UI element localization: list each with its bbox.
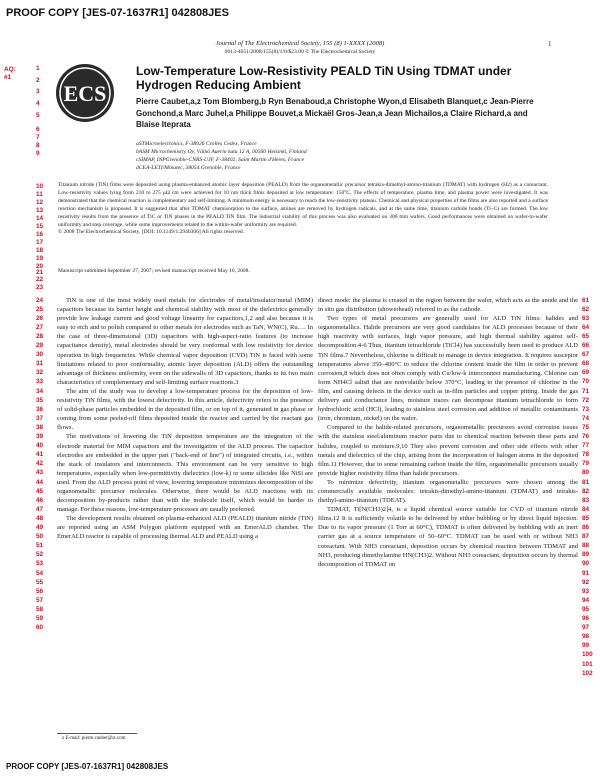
ecs-logo-text: ECS xyxy=(63,81,107,106)
line-number: 21 xyxy=(36,269,44,276)
line-number: 40 xyxy=(36,442,44,450)
line-number: 71 xyxy=(582,387,590,395)
line-number: 83 xyxy=(582,496,590,504)
line-number: 10 xyxy=(36,183,44,190)
page-number: 1 xyxy=(548,40,552,48)
line-number: 75 xyxy=(582,423,590,431)
line-number: 70 xyxy=(582,378,590,386)
line-number: 95 xyxy=(582,605,590,613)
line-number: 68 xyxy=(582,360,590,368)
line-number: 93 xyxy=(582,587,590,595)
line-number: 99 xyxy=(582,642,590,650)
footnote: z E-mail: pierre.caubet@st.com xyxy=(62,736,126,741)
line-number: 98 xyxy=(582,633,590,641)
abstract-text: Titanium nitride (TiN) films were deposited using plasma-enhanced atomic layer deposition (PEALD) from the organometallic precursor tetrakis-dimethyl-amino-titanium (TDMAT) with hydrogen (H2) as a coreactant. Low-resistivity values lying from 210 to 275 μΩ cm were achieved for 10 nm thick films deposited at low temperature: 150°C. The effects of temperature, plasma time, and plasma power were investigated. It was demonstrated that the chemical reaction is complementary and self-limiting. A minimum energy is necessary to reach the low-resistivity plateau. Chemical and physical properties of the films are also reported and a surface reaction mechanism is proposed. It is suggested that after TDMAT chemisorption to the surface, amines are removed by hydrogen radicals, and at the same time, titanium carbide bonds (Ti–C) are formed. The low resistivity results from the presence of TiC or TiN phases in the PEALD TiN film. The industrial viability of this process was also evaluated on 300 mm wafers. Good performances were obtained on wafer-to-wafer uniformity and step coverage, while some improvements related to the within-wafer uniformity are required. xyxy=(58,182,548,228)
line-number: 33 xyxy=(36,378,44,386)
line-number: 54 xyxy=(36,569,44,577)
author-query-marker[interactable]: AQ: #1 xyxy=(4,66,16,81)
body-paragraph: The development results obtained on plasma-enhanced ALD (PEALD) titanium nitride (TiN) are reported using an ASM Polygon platform equipped with an EmerALD chamber. The EmerALD reactor is capable of processing thermal ALD and PEALD using a xyxy=(57,515,313,541)
line-number: 20 xyxy=(36,263,44,270)
body-paragraph: Compared to the halide-related precursors, organometallic precursors avoid corrosion issues with the stainless steel/aluminum reactor parts due to chemical reaction between these parts and halides, coupled to moisture.9,10 They also prevent corrosion and other side effects with other metals and dielectrics of the chip, arising from the incorporation of halogen atoms in the deposited film.11 However, due to some remaining carbon inside the film, organometallic precursors usually provide higher resistivity films than halide precursors. xyxy=(318,424,578,477)
journal-citation xyxy=(0,40,600,56)
line-number: 74 xyxy=(582,414,590,422)
line-number: 13 xyxy=(36,207,44,214)
line-number: 91 xyxy=(582,569,590,577)
proof-header: PROOF COPY [JES-07-1637R1] 042808JES xyxy=(6,7,229,19)
line-number: 51 xyxy=(36,542,44,550)
line-number: 69 xyxy=(582,369,590,377)
line-number: 9 xyxy=(36,150,40,157)
line-number: 11 xyxy=(36,191,43,198)
journal-line: Journal of The Electrochemical Society, 155 (8) 1-XXXX (2008) xyxy=(215,40,385,47)
line-number: 85 xyxy=(582,514,590,522)
line-number: 34 xyxy=(36,387,44,395)
line-number: 39 xyxy=(36,433,44,440)
left-column xyxy=(57,296,313,542)
line-number: 100 xyxy=(582,651,593,659)
line-number: 89 xyxy=(582,551,590,559)
ecs-logo xyxy=(54,62,116,124)
doi-line: 0013-4651/2008/155(8)/1/0/$23.00 © The Electrochemical Society xyxy=(224,49,376,55)
line-number: 5 xyxy=(36,112,40,119)
line-number: 79 xyxy=(582,460,590,468)
line-number: 76 xyxy=(582,433,590,440)
line-number: 15 xyxy=(36,223,44,230)
line-number: 46 xyxy=(36,496,44,504)
line-number: 48 xyxy=(36,514,44,522)
line-number: 67 xyxy=(582,351,590,359)
line-number: 81 xyxy=(582,478,590,486)
line-number: 19 xyxy=(36,255,44,262)
line-number: 77 xyxy=(582,442,590,450)
line-number: 66 xyxy=(582,342,590,349)
line-number: 52 xyxy=(36,551,44,559)
line-number: 55 xyxy=(36,578,44,586)
line-number: 73 xyxy=(582,405,590,413)
line-number: 37 xyxy=(36,414,44,422)
line-number: 43 xyxy=(36,469,44,477)
line-number: 84 xyxy=(582,505,590,513)
line-number: 53 xyxy=(36,560,44,568)
line-number: 4 xyxy=(36,100,40,107)
line-number: 8 xyxy=(36,142,40,149)
line-number: 102 xyxy=(582,669,593,677)
line-number: 97 xyxy=(582,624,590,632)
line-number: 3 xyxy=(36,88,40,95)
line-number: 26 xyxy=(36,314,44,322)
line-number: 80 xyxy=(582,469,590,477)
footnote-rule xyxy=(57,733,137,734)
line-number: 63 xyxy=(582,314,590,322)
line-number: 61 xyxy=(582,296,590,304)
line-number: 57 xyxy=(36,596,44,604)
body-paragraph: TiN is one of the most widely used metals for electrodes of metal/insulator/metal (MIM) capacitors because its barrier height and chemical stability with most of the dielectrics generally provide low leakage current and good voltage linearity for capacitors,1,2 and also because it is easy to etch and to polish compared to other metals for electrodes such as TaN, WN(C), Ru…. In the case of three-dimensional (3D) capacitors with high-aspect-ratio features (to increase capacitance density), metal electrodes should be very conformal with low resistivity for device operation in high frequencies. While chemical vapor deposition (CVD) TiN is faced with some limitations related to poor conformality, atomic layer deposition (ALD) offers the outstanding advantage of thickness uniformity, even on the sidewalls of 3D capacitors, thanks to its two main characteristics of complementary and self-limiting surface reactions.3 xyxy=(57,297,313,386)
line-number: 17 xyxy=(36,239,44,246)
body-paragraph: Two types of metal precursors are generally used for ALD TiN films: halides and organometallics. Halide precursors are very good candidates for ALD processes because of their high reactivity with surfaces, high vapor pressure, and high thermal stability against self-decomposition.4-6 Thus, titanium tetrachloride (TiCl4) has successfully been used to produce ALD TiN films.7 Nevertheless, chlorine is difficult to manage in device integration. It requires susceptor temperatures above 350–400°C to reduce the chlorine content inside the film in order to prevent corrosion,8 which does not often comply with Cu/low-k interconnect manufacturing. Chlorine can form NH4Cl salts8 that are nonvolatile below 370°C, leading to the presence of chlorine in the film, and causing defects in the device such as in-film particles and copper pitting. Inside the gas delivery and conductance lines, moisture traces can decompose titanium tetrachloride to form hydrochloric acid (HCl), leading to stainless steel corrosion and addition of metallic contaminants (iron, chromium, nickel) on the wafer. xyxy=(318,315,578,423)
affiliation: cSIMAP, INPGrenoble-CNRS-UJF, F-38402, Saint Martin d'Hères, France xyxy=(136,157,305,163)
line-number: 1 xyxy=(36,65,40,72)
line-number: 28 xyxy=(36,332,44,340)
line-number: 88 xyxy=(582,542,590,550)
line-number: 14 xyxy=(36,215,44,222)
line-number: 2 xyxy=(36,77,40,84)
affiliation: aSTMicroelectronics, F-38926 Crolles Cedex, France xyxy=(136,141,257,147)
line-number: 86 xyxy=(582,524,590,531)
line-number: 50 xyxy=(36,533,44,541)
line-number: 32 xyxy=(36,369,44,377)
line-number: 29 xyxy=(36,342,44,349)
line-number: 36 xyxy=(36,405,44,413)
line-number: 59 xyxy=(36,615,44,622)
affiliation: bASM Microchemistry Oy, Väinö Auerin katu 12 A, 00560 Helsinki, Finland xyxy=(136,149,307,155)
line-number: 22 xyxy=(36,276,44,283)
line-number: 18 xyxy=(36,247,44,254)
body-paragraph: TDMAT, Ti[N(CH3)2]4, is a liquid chemical source suitable for CVD of titanium nitride films.12 It is sufficiently volatile to be delivered by either bubbling or by direct liquid injection. Due to its vapor pressure (1 Torr at 60°C), TDMAT is often delivered by bubbling with an inert carrier gas at a source temperature of 50–60°C. TDMAT can be used with or without NH3 coreactant. With NH3 coreactant, deposition occurs by chemical reaction between TDMAT and NH3, producing dimethylamine HN(CH3)2. Without NH3 coreactant, deposition occurs by thermal decomposition of TDMAT on xyxy=(318,506,578,568)
author-list: Pierre Caubet,a,z Tom Blomberg,b Ryn Benaboud,a Christophe Wyon,d Elisabeth Blanquet,c Jean-Pierre Gonchond,a Marc Juhel,a Philippe Bouvet,a Mickaël Gros-Jean,a Jean Michailos,a Claire Richard,a and Blaise Iteprata xyxy=(136,97,534,130)
proof-footer: PROOF COPY [JES-07-1637R1] 042808JES xyxy=(6,762,169,771)
copyright-line: © 2008 The Electrochemical Society. [DOI: 10.1149/1.2940306] All rights reserved. xyxy=(58,229,245,236)
line-number: 49 xyxy=(36,524,44,531)
line-number: 72 xyxy=(582,396,590,404)
line-number: 38 xyxy=(36,423,44,431)
line-number: 65 xyxy=(582,332,590,340)
line-number: 25 xyxy=(36,305,44,313)
line-number: 92 xyxy=(582,578,590,586)
line-number: 23 xyxy=(36,284,44,291)
line-number: 64 xyxy=(582,323,590,331)
line-number: 90 xyxy=(582,560,590,568)
line-number: 12 xyxy=(36,199,44,206)
line-number: 44 xyxy=(36,478,44,486)
line-number: 42 xyxy=(36,460,44,468)
line-number: 35 xyxy=(36,396,44,404)
line-number: 16 xyxy=(36,231,44,238)
abstract xyxy=(58,182,548,237)
line-number: 27 xyxy=(36,323,44,331)
line-number: 87 xyxy=(582,533,590,541)
line-number: 60 xyxy=(36,624,44,632)
body-paragraph: The aim of the study was to develop a low-temperature process for the deposition of low-resistivity TiN films, with the lowest defectivity. In this article, defectivity refers to the presence of solid-phase particles embedded in the deposited film, or on top of it, generated in gas phase or coming from some peeled-off films deposited inside the reactor and carried by the reactant gas flows. xyxy=(57,387,313,432)
body-paragraph: direct mode: the plasma is created in the region between the wafer, which acts as the anode and the in situ gas distribution (showerhead) referred to as the cathode. xyxy=(318,297,578,314)
line-number: 58 xyxy=(36,605,44,613)
line-number: 96 xyxy=(582,615,590,622)
line-number: 82 xyxy=(582,487,590,495)
line-number: 45 xyxy=(36,487,44,495)
right-column xyxy=(318,296,578,569)
line-number: 94 xyxy=(582,596,590,604)
body-paragraph: The motivations of lowering the TiN deposition temperature are the integration of the electrode material for MIM capacitors and the investigation of the ALD process. The capacitor electrodes are embedded in the upper part ("back-end of line") of integrated circuits, i.e., within the stack of insulators and interconnects. This environment can be very sensitive to high temperatures, especially when low-permittivity dielectrics (low-k) or some silicides like NiSi are used. From the ALD process point of view, lowering temperature minimizes decomposition of the organometallic precursor molecules. Otherwise, there would be ALD reactions with its decomposition by-products rather than with the molecule itself, which would be harder to manage. For these reasons, low-temperature processes are usually preferred. xyxy=(57,433,313,514)
line-number: 56 xyxy=(36,587,44,595)
line-number: 78 xyxy=(582,451,590,459)
line-number: 31 xyxy=(36,360,44,368)
body-paragraph: To minimize defectivity, titanium organometallic precursors were chosen among the commercially available molecules: tetrakis-dimethyl-amino-titanium (TDMAT) and tetrakis-diethyl-amino-titanium (TDEAT). xyxy=(318,478,578,505)
affiliations xyxy=(136,140,546,172)
paper-title: Low-Temperature Low-Resistivity PEALD TiN Using TDMAT under Hydrogen Reducing Ambient xyxy=(136,64,512,92)
affiliation: dCEA-LETI/Minatec, 38054 Grenoble, France xyxy=(136,165,241,171)
line-number: 101 xyxy=(582,660,593,668)
line-number: 24 xyxy=(36,296,44,304)
received-line: Manuscript submitted September 27, 2007; revised manuscript received May 16, 2008. xyxy=(58,268,250,274)
line-number: 47 xyxy=(36,505,44,513)
line-number: 6 xyxy=(36,126,40,133)
line-number: 41 xyxy=(36,451,44,459)
line-number: 7 xyxy=(36,134,40,141)
line-number: 30 xyxy=(36,351,44,359)
line-number: 62 xyxy=(582,305,590,313)
